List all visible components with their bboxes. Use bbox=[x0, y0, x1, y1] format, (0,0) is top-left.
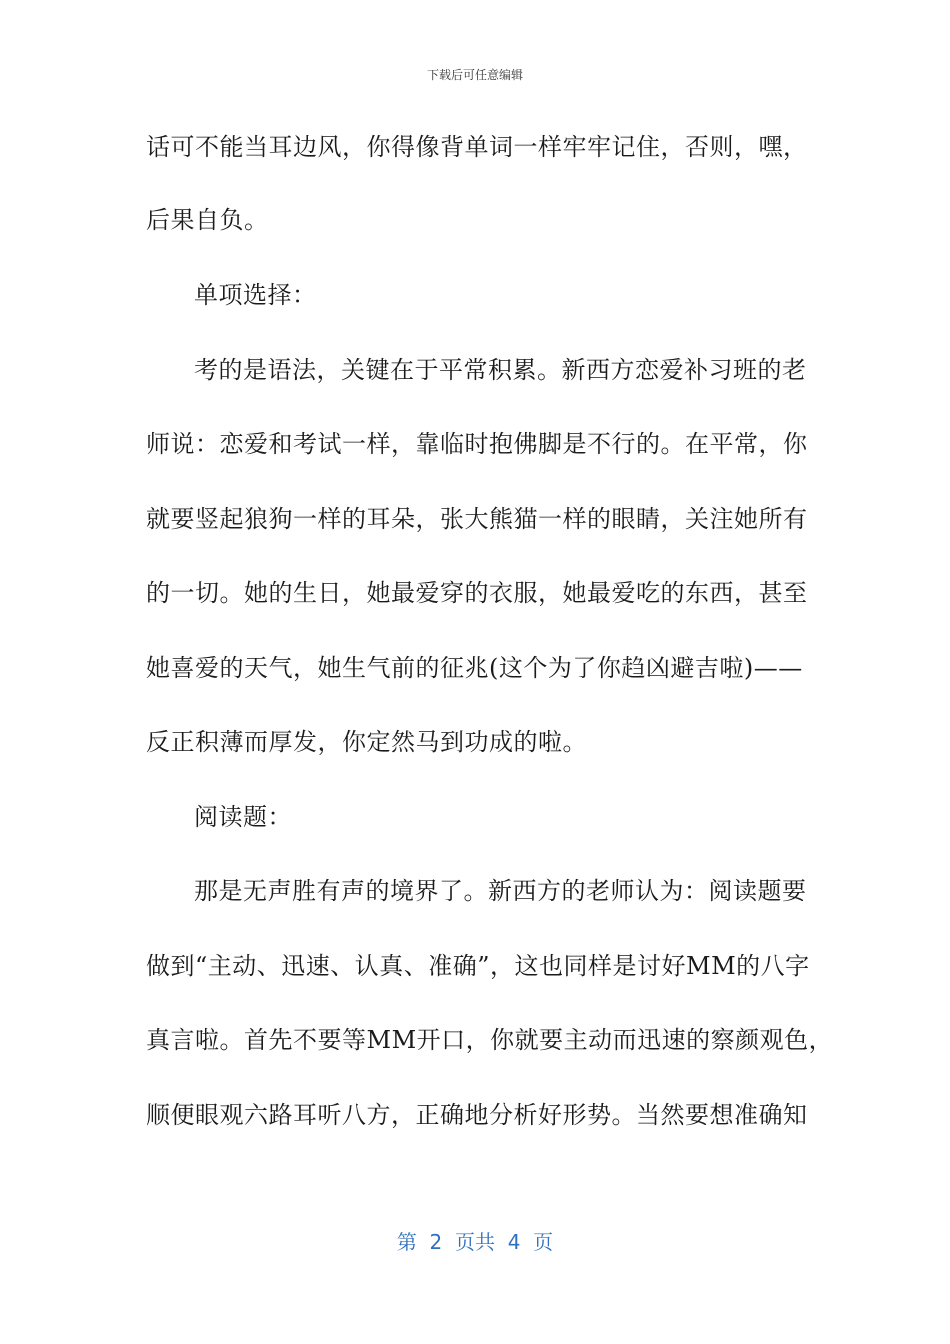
body-line-4: 考的是语法，关键在于平常积累。新西方恋爱补习班的老 bbox=[194, 356, 807, 384]
section-heading-single-choice: 单项选择： bbox=[194, 281, 317, 309]
body-line-12: 做到“主动、迅速、认真、准确”，这也同样是讨好MM的八字 bbox=[146, 952, 810, 980]
body-line-13: 真言啦。首先不要等MM开口，你就要主动而迅速的察颜观色， bbox=[146, 1026, 834, 1054]
section-heading-reading: 阅读题： bbox=[194, 803, 292, 831]
body-line-2: 后果自负。 bbox=[146, 206, 269, 234]
page-header-note: 下载后可任意编辑 bbox=[426, 68, 523, 82]
body-line-11: 那是无声胜有声的境界了。新西方的老师认为：阅读题要 bbox=[194, 877, 807, 905]
page-number: 第 2 页共 4 页 bbox=[396, 1230, 554, 1254]
body-line-8: 她喜爱的天气，她生气前的征兆(这个为了你趋凶避吉啦)—— bbox=[146, 654, 803, 682]
body-line-9: 反正积薄而厚发，你定然马到功成的啦。 bbox=[146, 728, 587, 756]
body-line-5: 师说：恋爱和考试一样，靠临时抱佛脚是不行的。在平常，你 bbox=[146, 430, 808, 458]
body-line-14: 顺便眼观六路耳听八方，正确地分析好形势。当然要想准确知 bbox=[146, 1101, 808, 1129]
body-line-7: 的一切。她的生日，她最爱穿的衣服，她最爱吃的东西，甚至 bbox=[146, 579, 808, 607]
body-line-1: 话可不能当耳边风，你得像背单词一样牢牢记住，否则，嘿， bbox=[146, 133, 808, 161]
body-line-6: 就要竖起狼狗一样的耳朵，张大熊猫一样的眼睛，关注她所有 bbox=[146, 505, 808, 533]
